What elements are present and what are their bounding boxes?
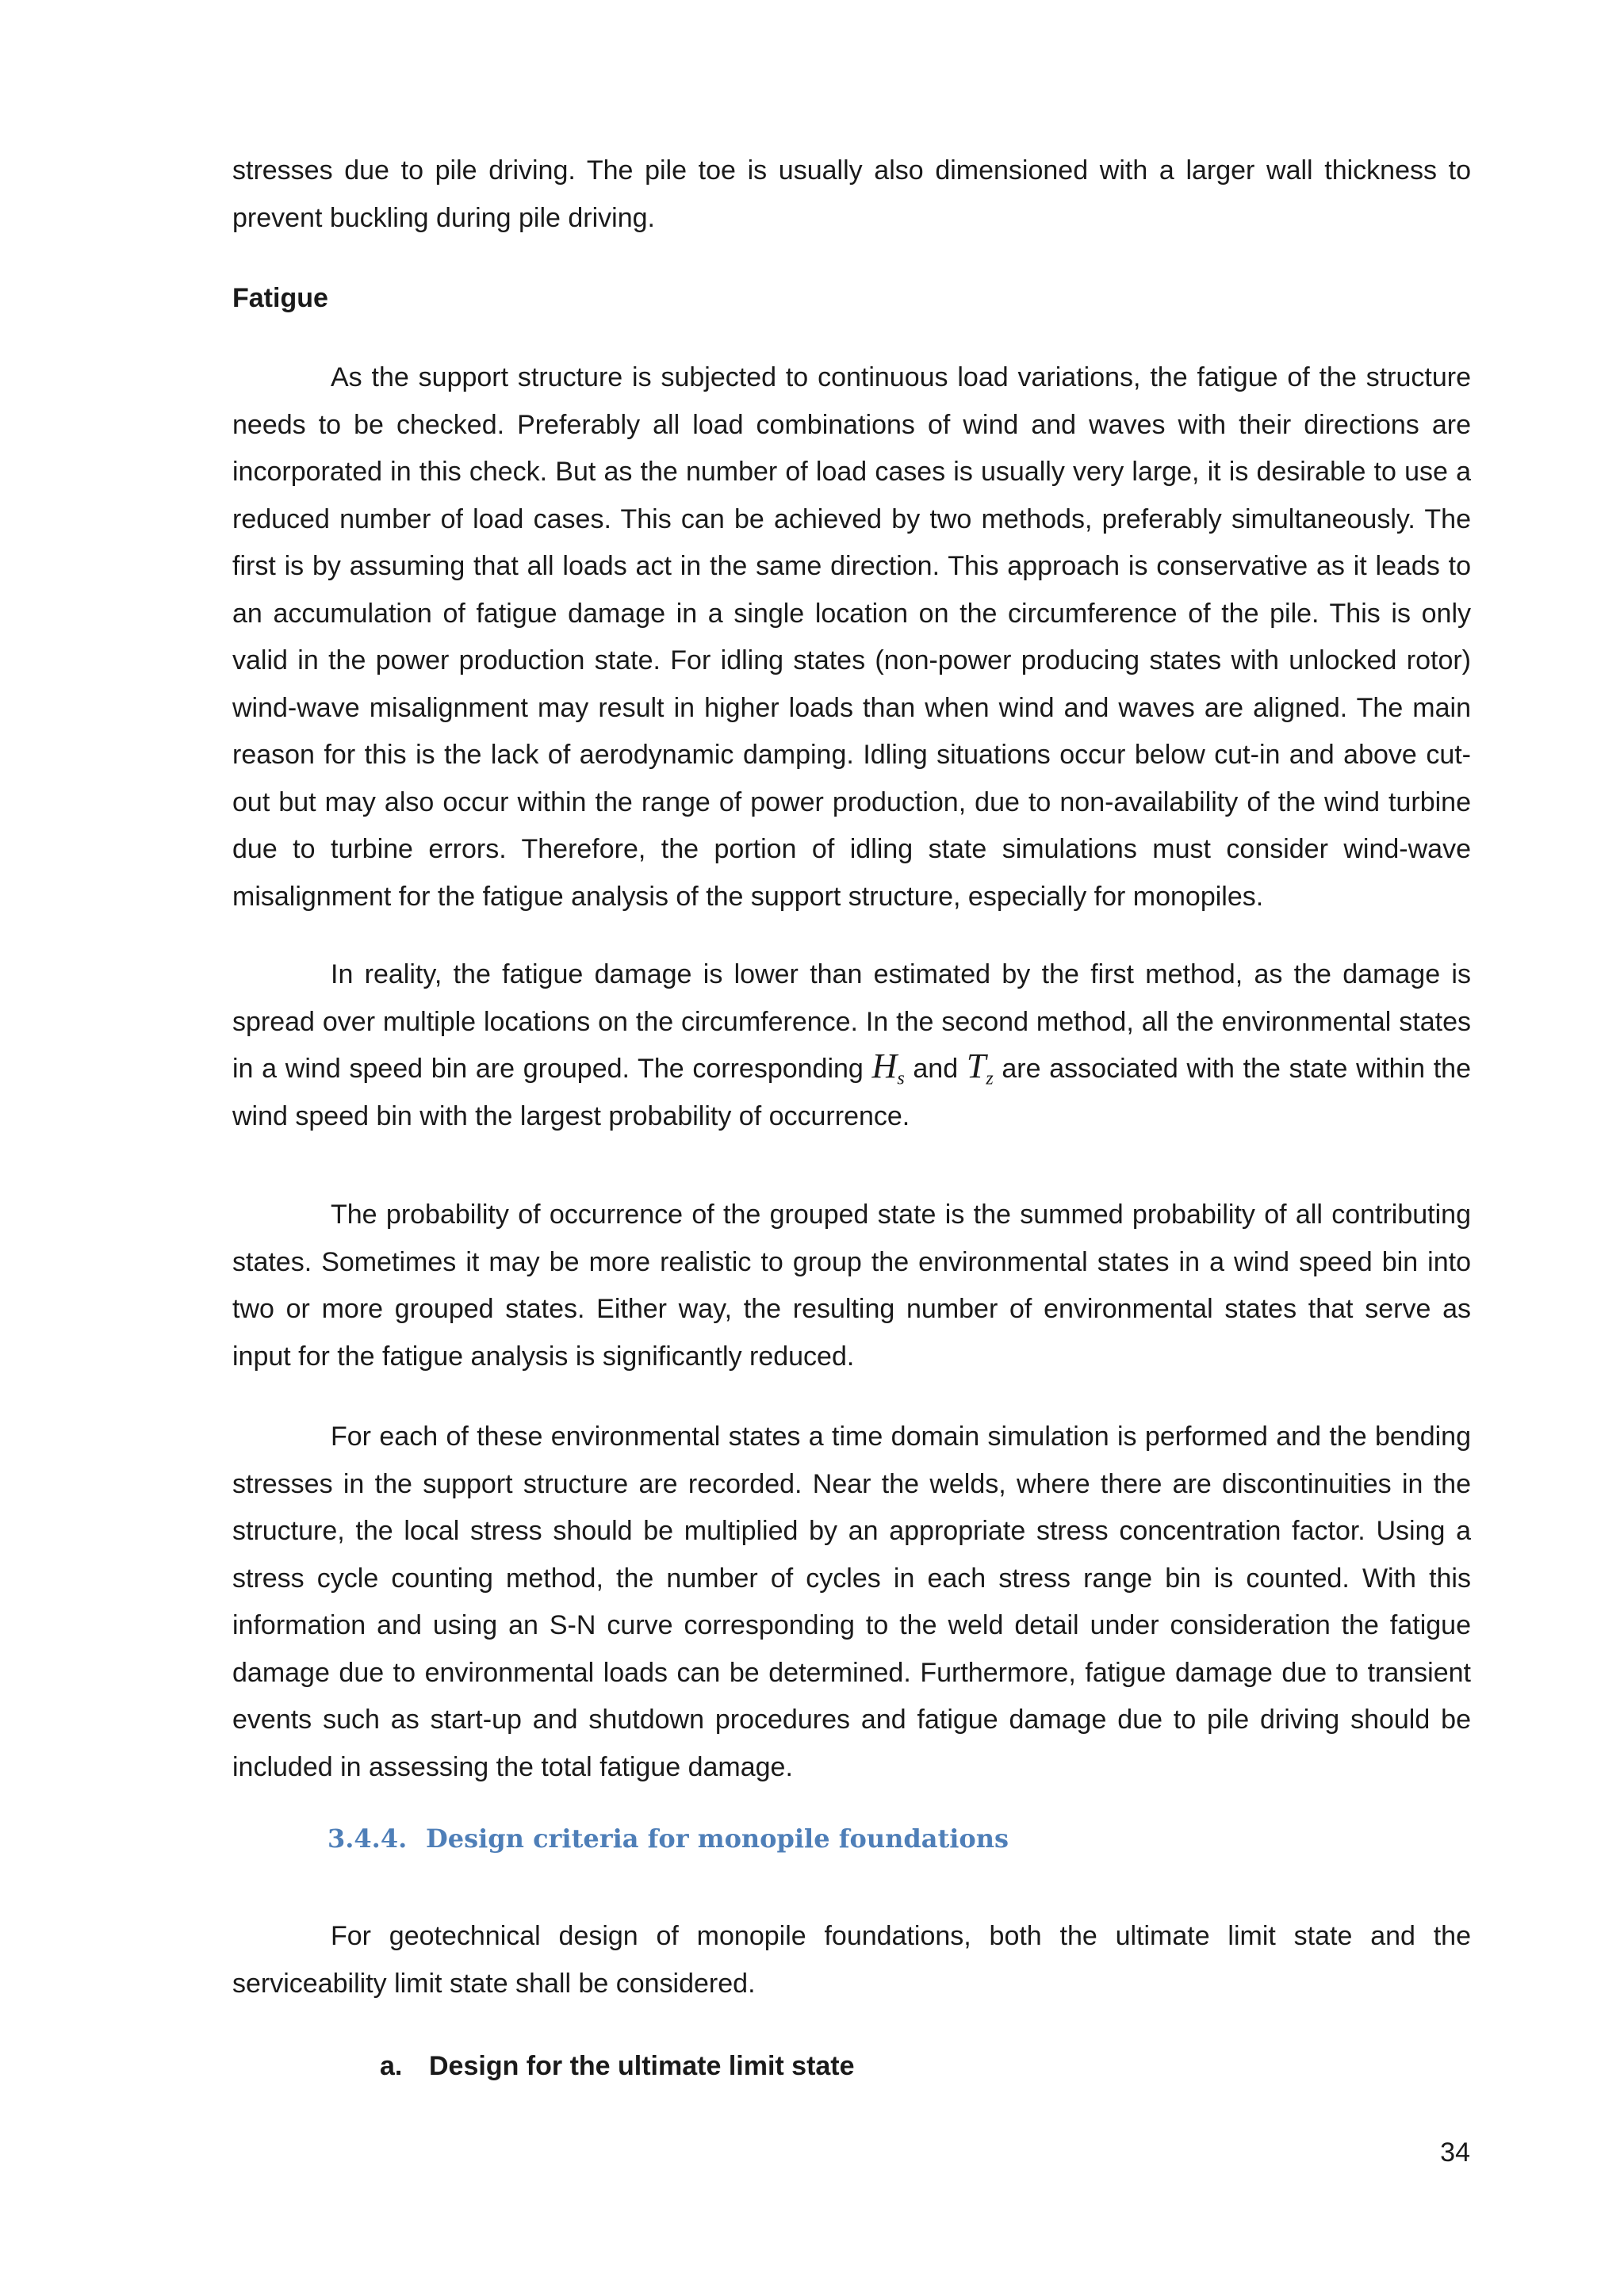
subsection-letter: a.: [380, 2051, 403, 2081]
paragraph-fatigue-2-part-b: are associated with the state within the wind speed bin with the largest probability of occurrence.: [232, 1054, 1471, 1131]
paragraph-intro: stresses due to pile driving. The pile toe is usually also dimensioned with a larger wall thickness to prevent buckling during pile driving.: [232, 155, 1471, 233]
paragraph-fatigue-3: The probability of occurrence of the grouped state is the summed probability of all contributing states. Sometimes it may be more realistic to group the environmental states in a wind speed bin into two or more grouped states. Either way, the resulting number of environmental states that serve as input for the fatigue analysis is significantly reduced.: [232, 1200, 1471, 1372]
paragraph-fatigue-2: [232, 951, 1471, 1140]
paragraph-fatigue-4: For each of these environmental states a time domain simulation is performed and the bending stresses in the support structure are recorded. Near the welds, where there are discontinuities in the structure, the local stress should be multiplied by an appropriate stress concentration factor. Using a stress cycle counting method, the number of cycles in each stress range bin is counted. With this information and using an S-N curve corresponding to the weld detail under consideration the fatigue damage due to environmental loads can be determined. Furthermore, fatigue damage due to transient events such as start-up and shutdown procedures and fatigue damage due to pile driving should be included in assessing the total fatigue damage.: [232, 1422, 1471, 1782]
fatigue-heading: Fatigue: [232, 283, 328, 313]
section-title: Design criteria for monopile foundations: [426, 1823, 1009, 1854]
section-heading: [327, 1819, 1009, 1858]
paragraph-design: For geotechnical design of monopile foundations, both the ultimate limit state and the serviceability limit state shall be considered.: [232, 1921, 1471, 1999]
paragraph-fatigue-2-and: and: [913, 1054, 959, 1084]
subsection-title: Design for the ultimate limit state: [429, 2051, 855, 2081]
math-hs-sub: s: [897, 1068, 905, 1089]
section-number: 3.4.4.: [327, 1823, 408, 1854]
math-hs: [871, 1047, 905, 1089]
paragraph-fatigue-2-part-a: In reality, the fatigue damage is lower than estimated by the first method, as the damage is spread over multiple locations on the circumference. In the second method, all the environmental states in a wind speed bin are grouped. The corresponding: [232, 959, 1471, 1084]
subsection-heading: [380, 2043, 855, 2091]
math-hs-base: H: [871, 1047, 898, 1085]
math-tz-sub: z: [986, 1068, 994, 1089]
math-tz-base: T: [966, 1047, 986, 1085]
math-tz: [966, 1047, 994, 1089]
page-number: 34: [1440, 2137, 1470, 2168]
paragraph-fatigue-1: As the support structure is subjected to continuous load variations, the fatigue of the structure needs to be checked. Preferably all load combinations of wind and waves with their directions are incorporated in this check. But as the number of load cases is usually very large, it is desirable to use a reduced number of load cases. This can be achieved by two methods, preferably simultaneously. The first is by assuming that all loads act in the same direction. This approach is conservative as it leads to an accumulation of fatigue damage in a single location on the circumference of the pile. This is only valid in the power production state. For idling states (non-power producing states with unlocked rotor) wind-wave misalignment may result in higher loads than when wind and waves are aligned. The main reason for this is the lack of aerodynamic damping. Idling situations occur below cut-in and above cut-out but may also occur within the range of power production, due to non-availability of the wind turbine due to turbine errors. Therefore, the portion of idling state simulations must consider wind-wave misalignment for the fatigue analysis of the support structure, especially for monopiles.: [232, 362, 1471, 912]
